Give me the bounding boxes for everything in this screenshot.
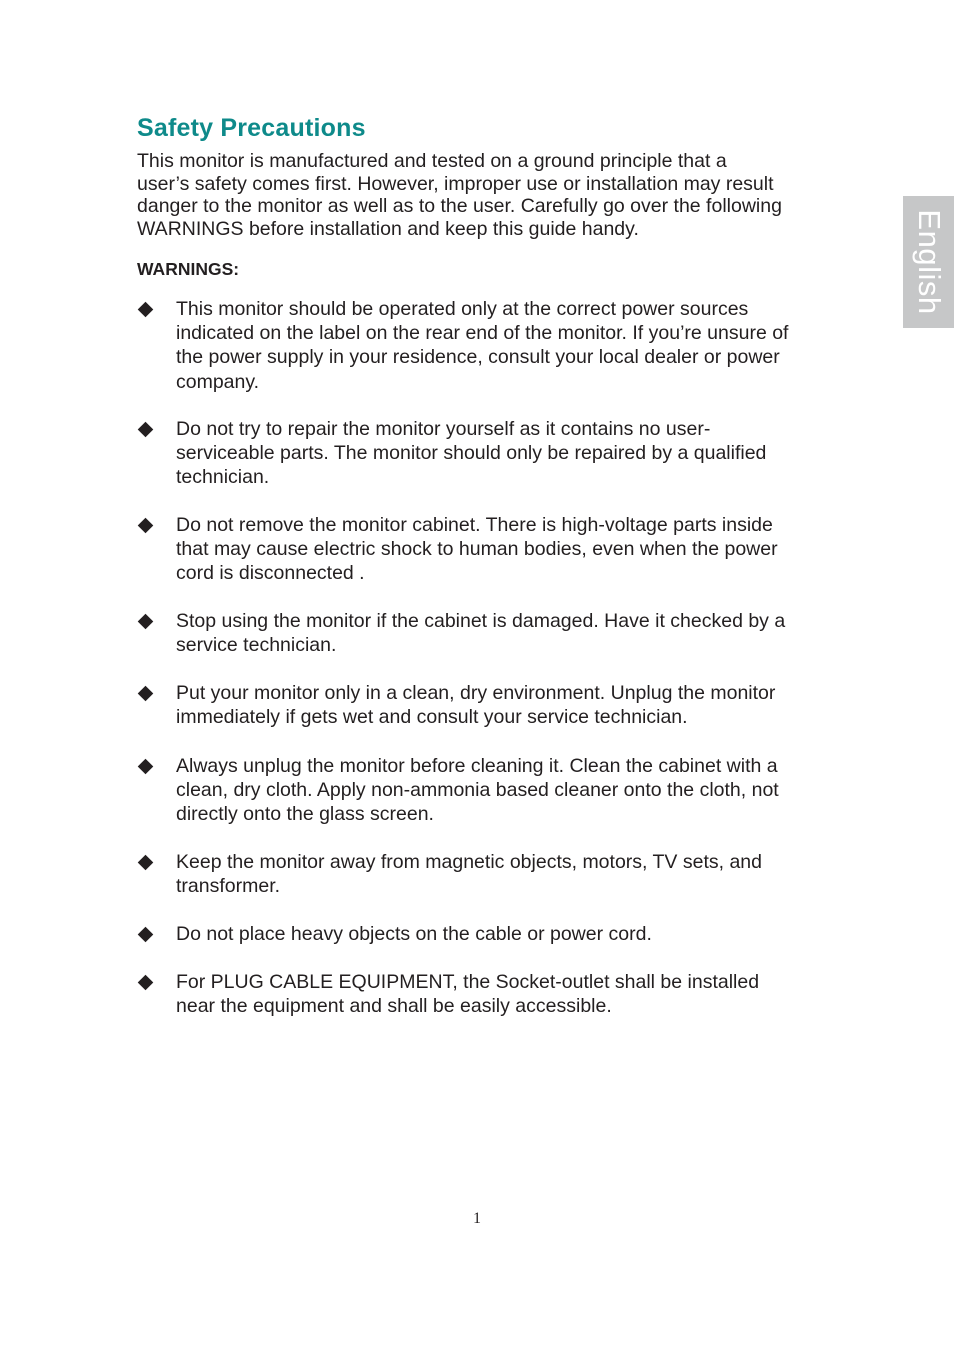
warning-line: company. (176, 370, 260, 393)
intro-line: This monitor is manufactured and tested on a ground principle that a (137, 150, 727, 172)
warning-line: Do not remove the monitor cabinet. There is high-voltage parts inside (176, 514, 773, 536)
warning-text (176, 850, 836, 898)
diamond-bullet-icon (138, 614, 154, 630)
warning-line: For PLUG CABLE EQUIPMENT, the Socket-outlet shall be installed (176, 971, 760, 993)
intro-line: WARNINGS before installation and keep this guide handy. (137, 217, 639, 240)
language-tab-label: English (911, 209, 947, 315)
diamond-bullet-icon (138, 422, 154, 438)
warning-line: Always unplug the monitor before cleaning it. Clean the cabinet with a (176, 755, 778, 777)
warning-line: service technician. (176, 634, 337, 657)
warning-line: This monitor should be operated only at the correct power sources (176, 298, 749, 320)
warning-line: cord is disconnected . (176, 562, 365, 585)
warning-text (176, 513, 836, 586)
warning-text (176, 609, 836, 657)
page-title: Safety Precautions (137, 114, 366, 142)
warning-line: Put your monitor only in a clean, dry environment. Unplug the monitor (176, 682, 776, 704)
diamond-bullet-icon (138, 686, 154, 702)
warning-text (176, 681, 836, 729)
intro-paragraph (137, 150, 827, 240)
diamond-bullet-icon (138, 927, 154, 943)
diamond-bullet-icon (138, 975, 154, 991)
warning-line: Do not try to repair the monitor yourself as it contains no user- (176, 418, 711, 440)
language-tab (903, 196, 954, 328)
page-number: 1 (473, 1210, 481, 1227)
intro-line: user’s safety comes first. However, improper use or installation may result (137, 172, 774, 195)
diamond-bullet-icon (138, 759, 154, 775)
warning-line: that may cause electric shock to human bodies, even when the power (176, 538, 778, 561)
warning-text (176, 970, 836, 1018)
warning-line: Do not place heavy objects on the cable or power cord. (176, 923, 652, 945)
warning-line: immediately if gets wet and consult your service technician. (176, 706, 688, 729)
warning-line: indicated on the label on the rear end of the monitor. If you’re unsure of (176, 322, 789, 345)
warning-line: technician. (176, 466, 270, 489)
diamond-bullet-icon (138, 518, 154, 534)
warning-text (176, 417, 836, 490)
diamond-bullet-icon (138, 855, 154, 871)
warning-line: directly onto the glass screen. (176, 803, 434, 826)
warning-line: clean, dry cloth. Apply non-ammonia based cleaner onto the cloth, not (176, 779, 779, 802)
warnings-heading: WARNINGS: (137, 259, 240, 279)
warning-line: serviceable parts. The monitor should only be repaired by a qualified (176, 442, 767, 465)
warning-text (176, 297, 836, 394)
diamond-bullet-icon (138, 302, 154, 318)
warning-line: near the equipment and shall be easily accessible. (176, 995, 612, 1018)
warning-line: the power supply in your residence, consult your local dealer or power (176, 346, 780, 369)
warning-line: transformer. (176, 875, 281, 898)
intro-line: danger to the monitor as well as to the user. Carefully go over the following (137, 195, 782, 217)
warning-text (176, 922, 836, 946)
warning-text (176, 754, 836, 827)
warning-line: Keep the monitor away from magnetic objects, motors, TV sets, and (176, 851, 762, 873)
warning-line: Stop using the monitor if the cabinet is damaged. Have it checked by a (176, 610, 786, 632)
